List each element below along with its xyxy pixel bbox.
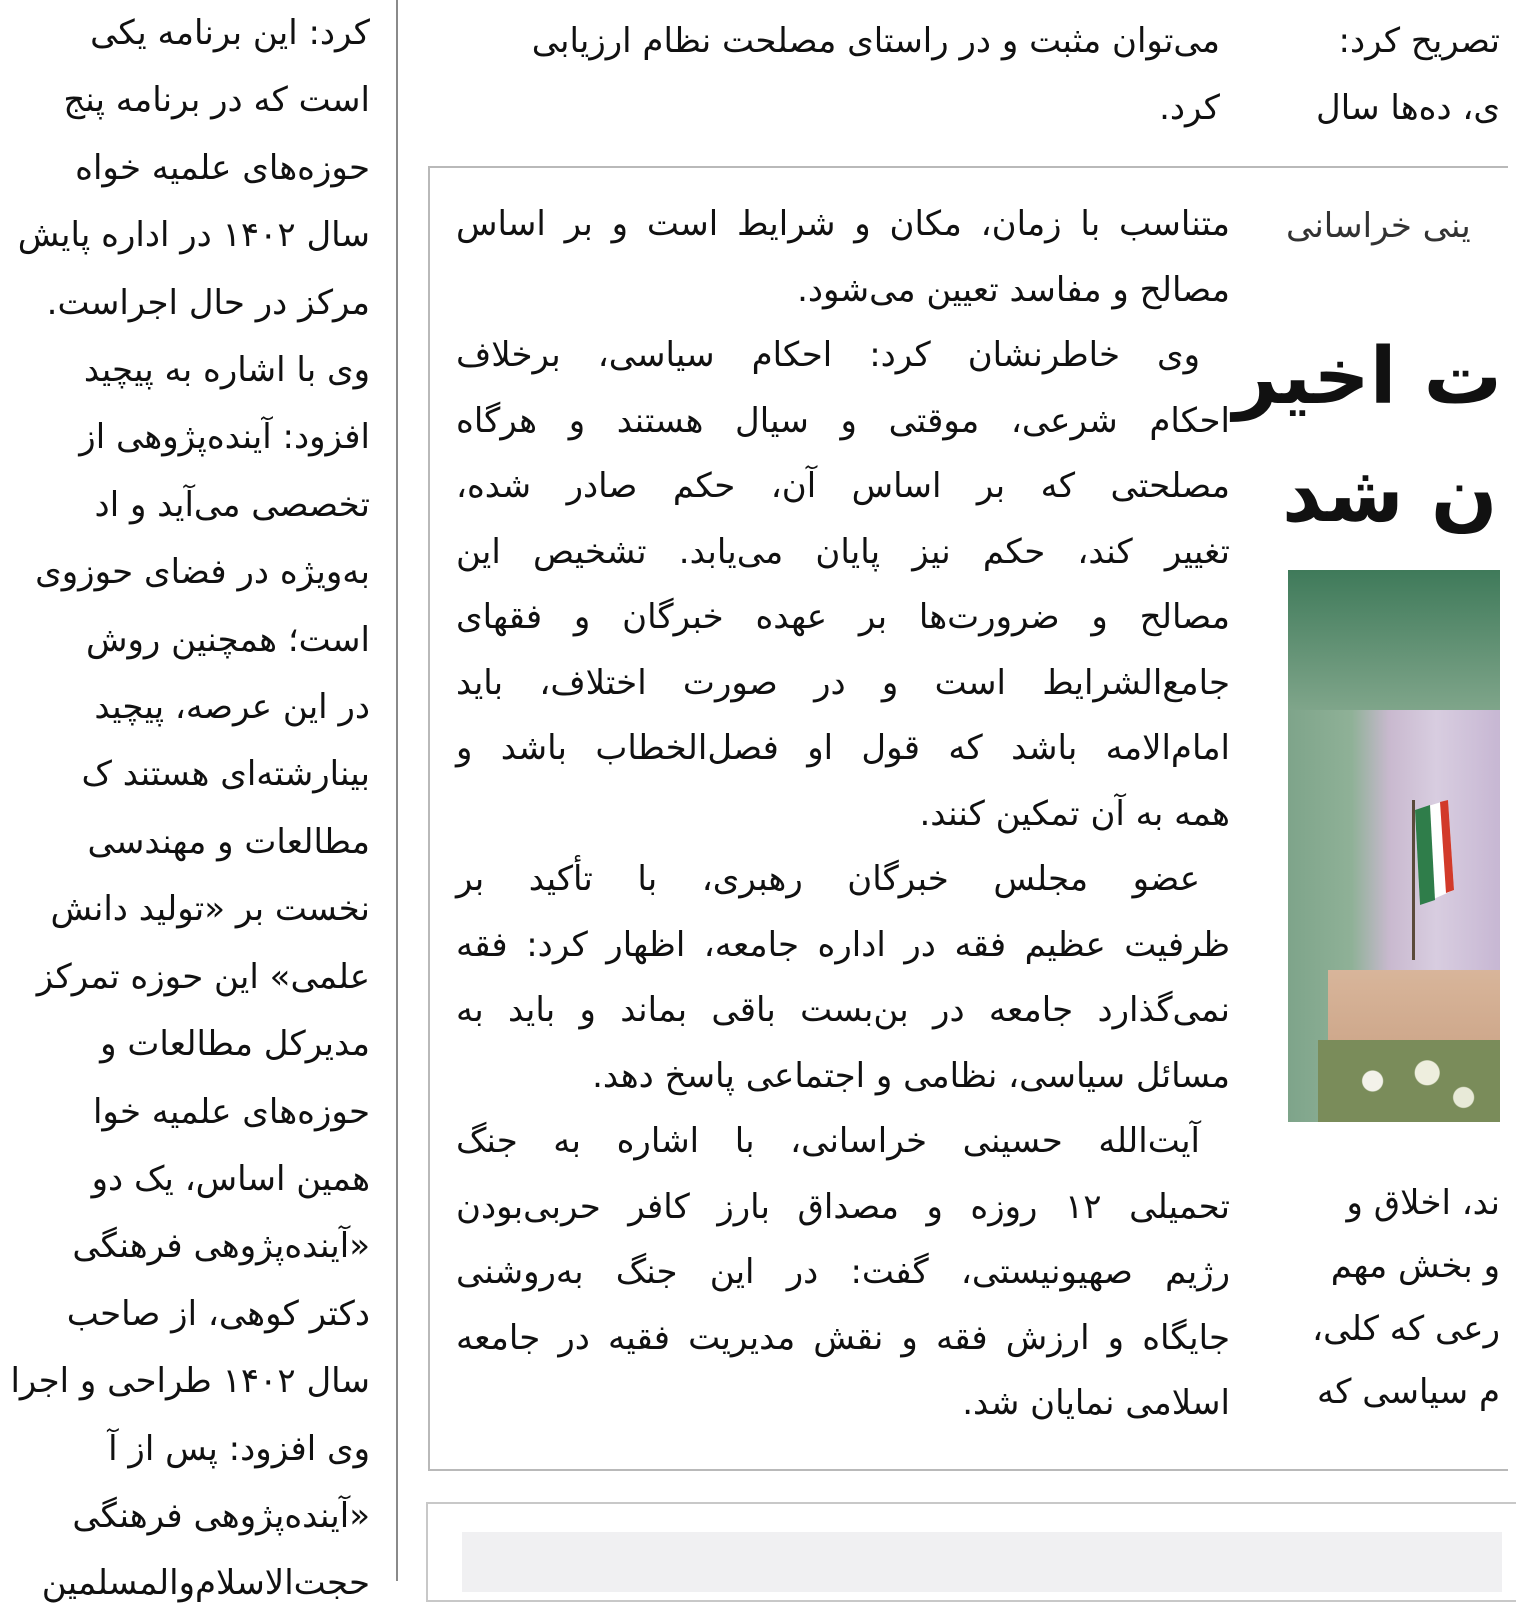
text-line: امام‌الامه باشد که قول او فصل‌الخطاب باشد و (456, 728, 1230, 768)
text-line: به‌ویژه در فضای حوزوی (35, 552, 370, 593)
top-right-article-tail (1280, 8, 1500, 142)
text-line: حوزه‌های علمیه خواه (75, 147, 370, 188)
text-line: بینارشته‌ای هستند ک (81, 754, 370, 795)
text-line: نمی‌گذارد جامعه در بن‌بست باقی بماند و باید به (456, 990, 1230, 1030)
text-line: عضو مجلس خبرگان رهبری، با تأکید بر (456, 859, 1200, 899)
text-line: مسائل سیاسی، نظامی و اجتماعی پاسخ دهد. (592, 1055, 1230, 1096)
flowers (1318, 1040, 1500, 1122)
headline (1233, 318, 1502, 554)
text-line: مصالح و مفاسد تعیین می‌شود. (797, 269, 1230, 310)
flag-backdrop (1288, 570, 1500, 710)
column-divider (396, 0, 398, 1581)
text-line: مدیرکل مطالعات و (100, 1024, 370, 1065)
text-line: وی افزود: پس از آ (108, 1428, 370, 1469)
text-line: م سیاسی که (1316, 1372, 1500, 1412)
news-photo (1288, 570, 1500, 1122)
text-line: تغییر کند، حکم نیز پایان می‌یابد. تشخیص این (456, 531, 1230, 572)
text-line: ند، اخلاق و (1346, 1183, 1500, 1223)
text-line: سال ۱۴۰۲ در اداره پایش (17, 215, 370, 256)
text-line: افزود: آینده‌پژوهی از (79, 417, 370, 458)
text-line: مصالح و ضرورت‌ها بر عهده خبرگان و فقهای (456, 597, 1230, 637)
text-line: سال ۱۴۰۲ طراحی و اجرا (10, 1361, 370, 1402)
byline: ینی خراسانی (1286, 206, 1471, 246)
text-line: تحمیلی ۱۲ روزه و مصداق بارز کافر حربی‌بودن (456, 1186, 1231, 1227)
text-line: ی، ده‌ها سال (1316, 88, 1500, 128)
text-line: کرد: این برنامه یکی (90, 13, 370, 53)
text-line: است که در برنامه پنج (63, 80, 370, 121)
text-line: کرد. (1159, 88, 1220, 128)
bottom-box-panel (462, 1532, 1502, 1592)
text-line: «آینده‌پژوهی فرهنگی (72, 1226, 370, 1267)
text-line: رژیم صهیونیستی، گفت: در این جنگ به‌روشنی (456, 1252, 1230, 1292)
text-line: جایگاه و ارزش فقه و نقش مدیریت فقیه در جامعه (456, 1317, 1230, 1358)
text-line: جامع‌الشرایط است و در صورت اختلاف، باید (456, 662, 1230, 703)
headline-line: ت اخیر (1233, 332, 1502, 422)
text-line: است؛ همچنین روش (85, 619, 370, 660)
text-line: علمی» این حوزه تمرکز (36, 956, 370, 997)
text-line: مطالعات و مهندسی (87, 821, 370, 862)
text-line: مرکز در حال اجراست. (46, 282, 370, 323)
text-line: وی با اشاره به پیچید (83, 350, 370, 391)
text-line: تخصصی می‌آید و اد (94, 484, 370, 525)
text-line: «آینده‌پژوهی فرهنگی (72, 1495, 370, 1536)
headline-line: ن شد (1282, 450, 1498, 540)
text-line: متناسب با زمان، مکان و شرایط است و بر اساس (456, 204, 1230, 244)
text-line: نخست بر «تولید دانش (50, 889, 370, 930)
text-line: آیت‌الله حسینی خراسانی، با اشاره به جنگ (456, 1121, 1200, 1161)
text-line: وی خاطرنشان کرد: احکام سیاسی، برخلاف (456, 335, 1200, 375)
text-line: حجت‌الاسلام‌والمسلمین (41, 1563, 370, 1604)
top-middle-article-tail (430, 8, 1220, 142)
boxed-article-body (456, 192, 1230, 1437)
text-line: حوزه‌های علمیه خوا (92, 1091, 370, 1132)
text-line: ظرفیت عظیم فقه در اداره جامعه، اظهار کرد: فقه (456, 924, 1230, 965)
text-line: رعی که کلی، (1312, 1309, 1500, 1349)
text-line: همین اساس، یک دو (91, 1158, 370, 1199)
left-article-column (0, 0, 370, 1618)
right-article-body (1280, 1172, 1500, 1424)
text-line: در این عرصه، پیچید (94, 687, 370, 728)
text-line: و بخش مهم (1330, 1246, 1500, 1286)
text-line: تصریح کرد: (1338, 21, 1500, 61)
text-line: می‌توان مثبت و در راستای مصلحت نظام ارزیابی (531, 21, 1220, 61)
flag-icon (1408, 800, 1458, 960)
text-line: اسلامی نمایان شد. (962, 1383, 1230, 1423)
text-line: احکام شرعی، موقتی و سیال هستند و هرگاه (456, 400, 1230, 441)
text-line: همه به آن تمکین کنند. (919, 793, 1230, 834)
text-line: دکتر کوهی، از صاحب (66, 1293, 370, 1334)
text-line: مصلحتی که بر اساس آن، حکم صادر شده، (456, 466, 1230, 506)
